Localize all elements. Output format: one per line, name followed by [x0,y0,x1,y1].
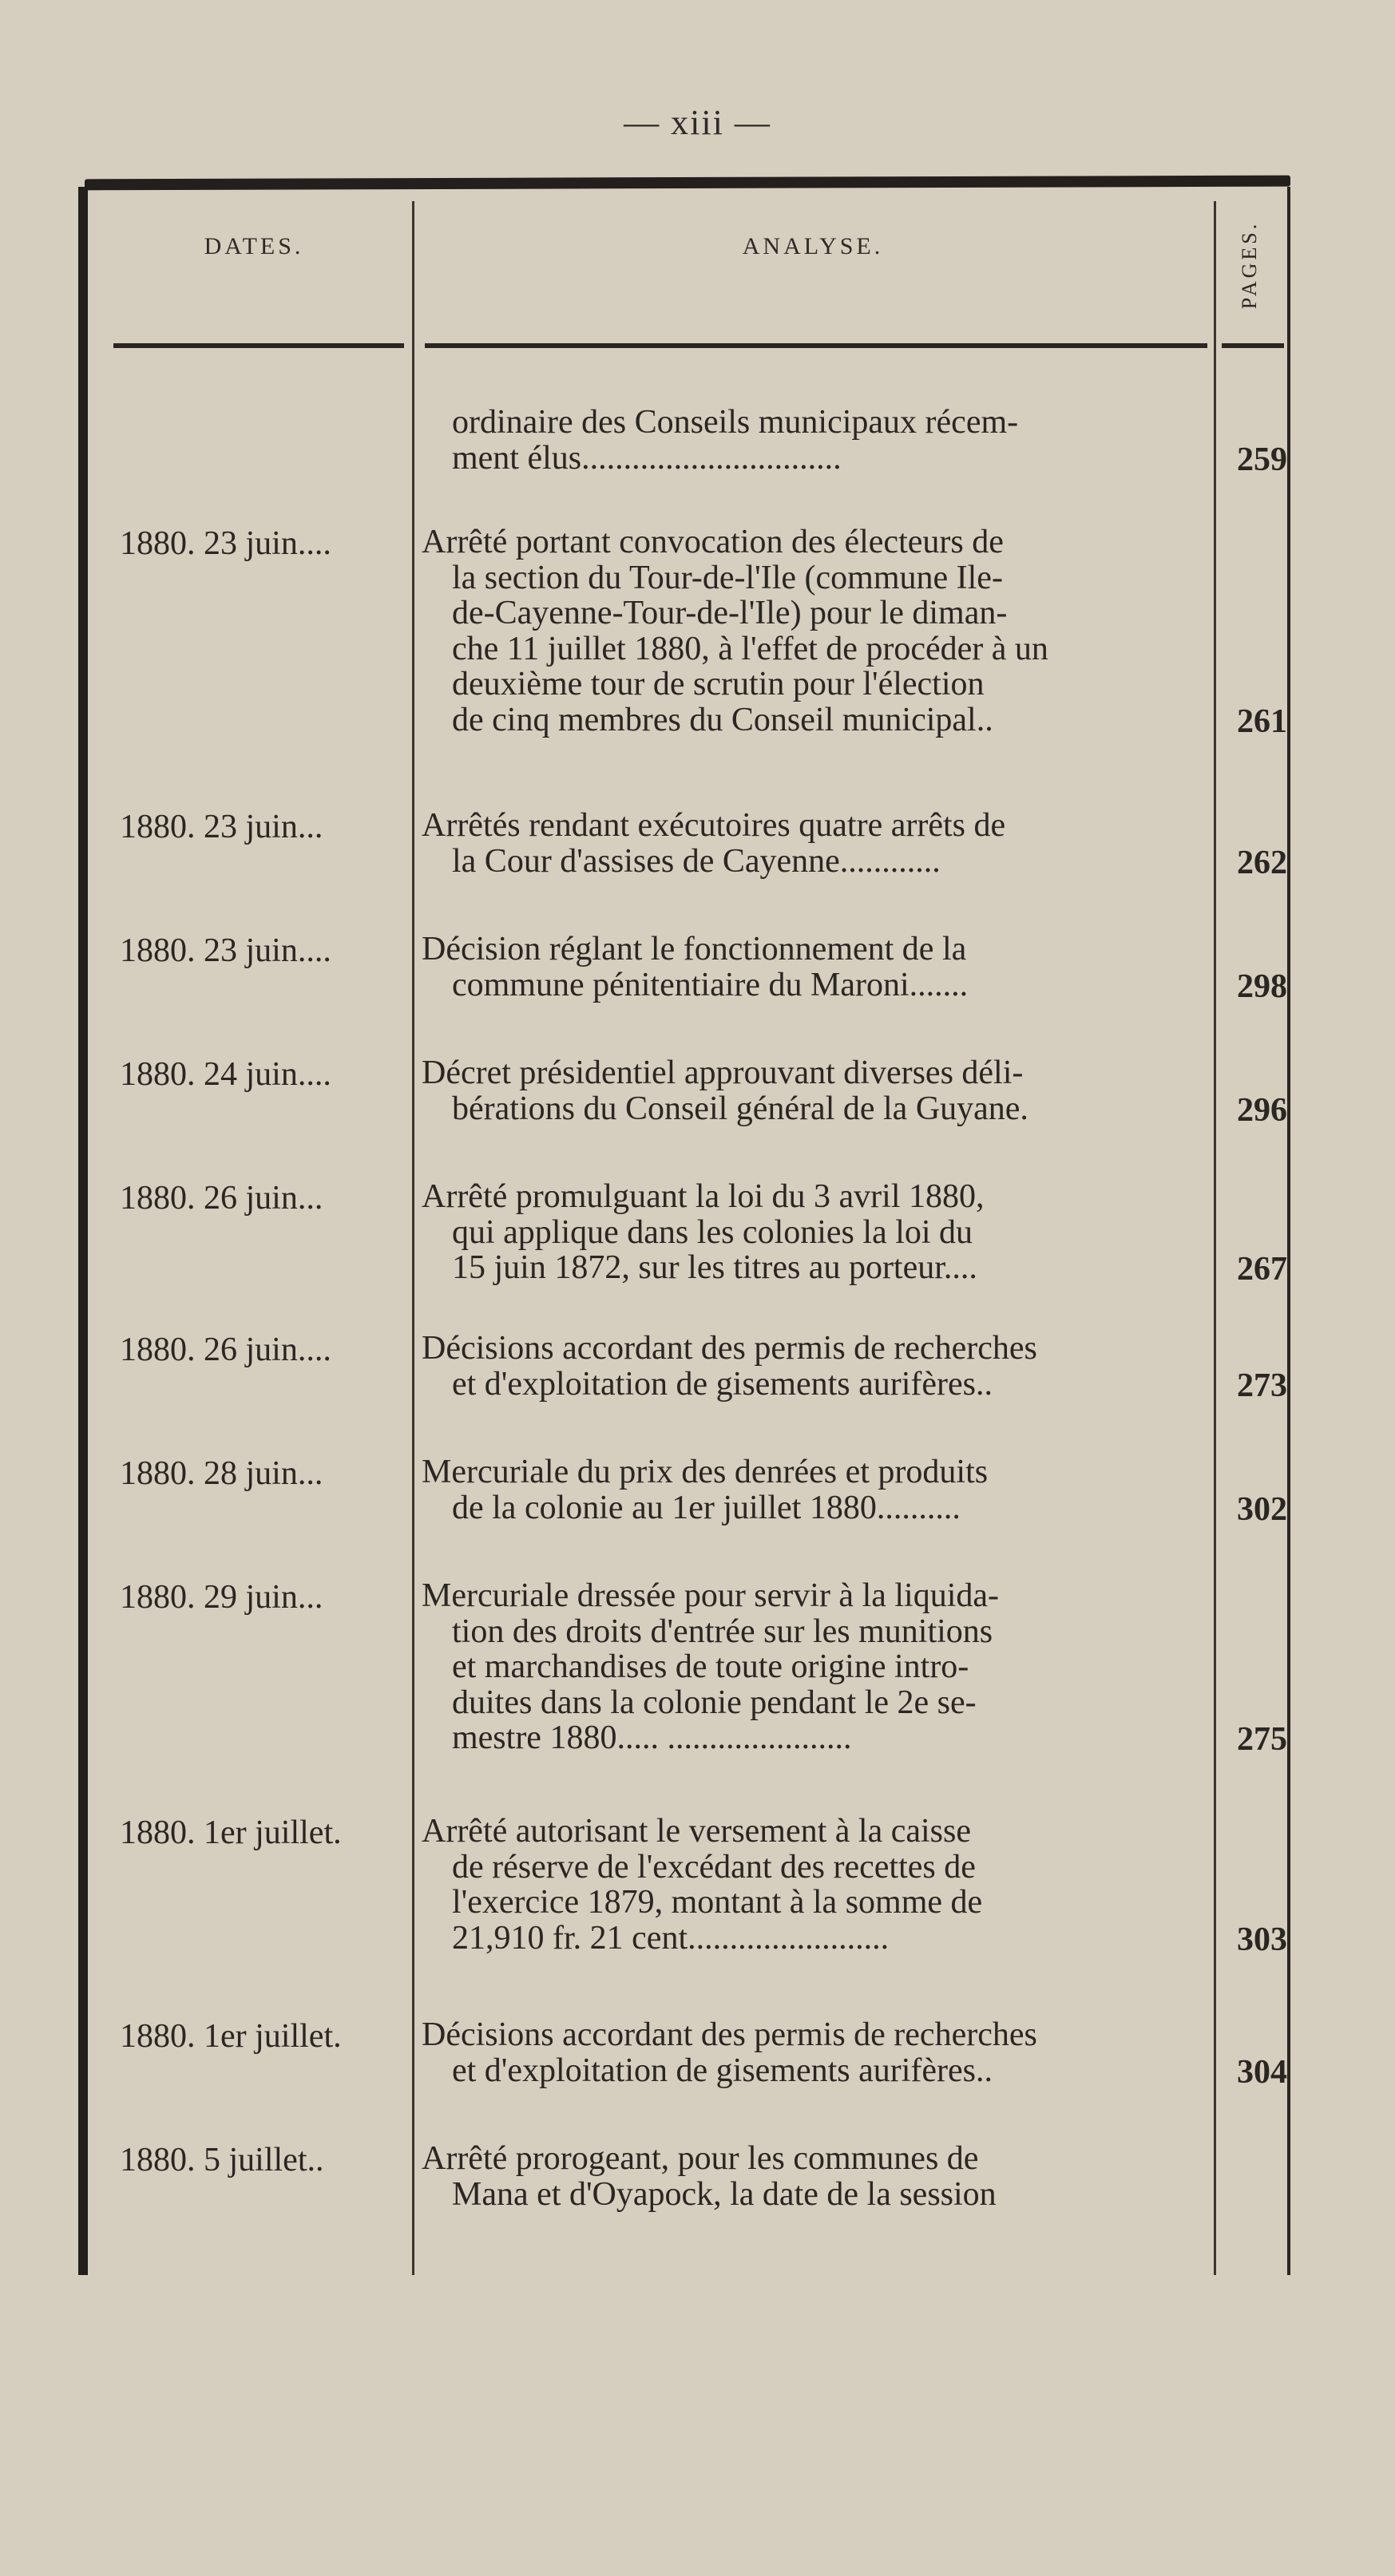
analysis-line: Décision réglant le fonctionnement de la [422,932,967,967]
analysis-line: Arrêté promulguant la loi du 3 avril 1880, [422,1179,985,1215]
analysis-line: Mercuriale dressée pour servir à la liquida- [422,1578,1000,1614]
analysis-line: de la colonie au 1er juillet 1880.......... [452,1490,961,1525]
entry-analysis [422,2017,1220,2088]
entry-page: 302 [1237,1490,1287,1528]
analysis-line: bérations du Conseil général de la Guyane. [452,1090,1028,1126]
entry-page: 261 [1237,702,1287,740]
entry-analysis [422,1814,1220,1956]
analysis-line: che 11 juillet 1880, à l'effet de procéder à un [452,631,1048,667]
analysis-line: Mercuriale du prix des denrées et produits [422,1454,989,1490]
entry-analysis [422,1578,1220,1756]
column-divider-dates [412,201,414,2275]
entry-date: 1880. 23 juin... [120,809,323,845]
entry-analysis [422,2141,1220,2212]
entry-analysis [422,808,1220,879]
analysis-line: duites dans la colonie pendant le 2e se- [452,1684,977,1720]
entry-date: 1880. 24 juin.... [120,1056,331,1093]
entry-date: 1880. 1er juillet. [120,2018,342,2055]
analysis-line: tion des droits d'entrée sur les munitions [452,1613,993,1649]
analysis-line: Décisions accordant des permis de recherches [422,1331,1037,1367]
analysis-line: ordinaire des Conseils municipaux récem- [452,405,1019,441]
page-number: — xiii — [624,103,771,142]
analysis-line: de-Cayenne-Tour-de-l'Ile) pour le diman- [452,596,1008,631]
analysis-line: l'exercice 1879, montant à la somme de [452,1885,983,1921]
entry-analysis [422,932,1220,1003]
entry-page: 304 [1237,2053,1287,2091]
analysis-line: de cinq membres du Conseil municipal.. [452,702,993,738]
left-rule [78,187,88,2275]
header-pages: PAGES. [1238,220,1261,310]
table-frame [78,177,1290,2275]
header-rule-analyse [425,343,1207,348]
entry-date: 1880. 28 juin... [120,1455,323,1492]
analysis-line: 15 juin 1872, sur les titres au porteur.... [452,1250,977,1286]
analysis-line: la Cour d'assises de Cayenne............ [452,843,941,879]
analysis-line: commune pénitentiaire du Maroni....... [452,967,969,1003]
entry-analysis [422,524,1220,738]
entry-page: 259 [1237,441,1287,478]
entry-date: 1880. 23 juin.... [120,932,331,969]
entry-analysis [422,1331,1220,1402]
entry-analysis [422,405,1220,476]
analysis-line: et d'exploitation de gisements aurifères.. [452,1366,993,1402]
top-rule [85,176,1290,191]
entry-date: 1880. 5 juillet.. [120,2142,324,2178]
analysis-line: la section du Tour-de-l'Ile (commune Ile- [452,560,1003,596]
analysis-line: mestre 1880..... ...................... [452,1720,852,1756]
analysis-line: ment élus............................... [452,440,842,476]
analysis-line: Mana et d'Oyapock, la date de la session [452,2176,997,2212]
analysis-line: Arrêtés rendant exécutoires quatre arrêts de [422,808,1006,844]
entry-date: 1880. 29 juin... [120,1579,323,1616]
header-rule-dates [113,343,404,348]
entry-page: 273 [1237,1367,1287,1404]
analysis-line: Arrêté portant convocation des électeurs de [422,524,1004,560]
analysis-line: Décret présidentiel approuvant diverses déli- [422,1055,1024,1091]
entry-analysis [422,1179,1220,1286]
analysis-line: et marchandises de toute origine intro- [452,1649,969,1685]
header-dates: DATES. [204,233,304,259]
entry-page: 298 [1237,967,1287,1005]
entry-date: 1880. 1er juillet. [120,1814,342,1851]
right-rule [1287,187,1290,2275]
analysis-line: Arrêté autorisant le versement à la caisse [422,1814,972,1850]
entry-date: 1880. 26 juin... [120,1180,323,1217]
analysis-line: de réserve de l'excédant des recettes de [452,1849,976,1885]
entry-analysis [422,1055,1220,1126]
entry-date: 1880. 26 juin.... [120,1332,331,1368]
entry-page: 275 [1237,1721,1287,1758]
entry-page: 303 [1237,1921,1287,1958]
analysis-line: Arrêté prorogeant, pour les communes de [422,2141,979,2177]
analysis-line: 21,910 fr. 21 cent........................ [452,1920,890,1956]
analysis-line: deuxième tour de scrutin pour l'élection [452,667,985,702]
entry-page: 296 [1237,1091,1287,1129]
entry-analysis [422,1454,1220,1525]
header-analyse: ANALYSE. [742,233,884,259]
entry-date: 1880. 23 juin.... [120,525,331,562]
entry-page: 267 [1237,1251,1287,1288]
header-rule-pages [1222,343,1284,348]
entry-page: 262 [1237,844,1287,881]
analysis-line: Décisions accordant des permis de recherches [422,2017,1037,2053]
analysis-line: qui applique dans les colonies la loi du [452,1214,973,1250]
analysis-line: et d'exploitation de gisements aurifères.. [452,2052,993,2088]
